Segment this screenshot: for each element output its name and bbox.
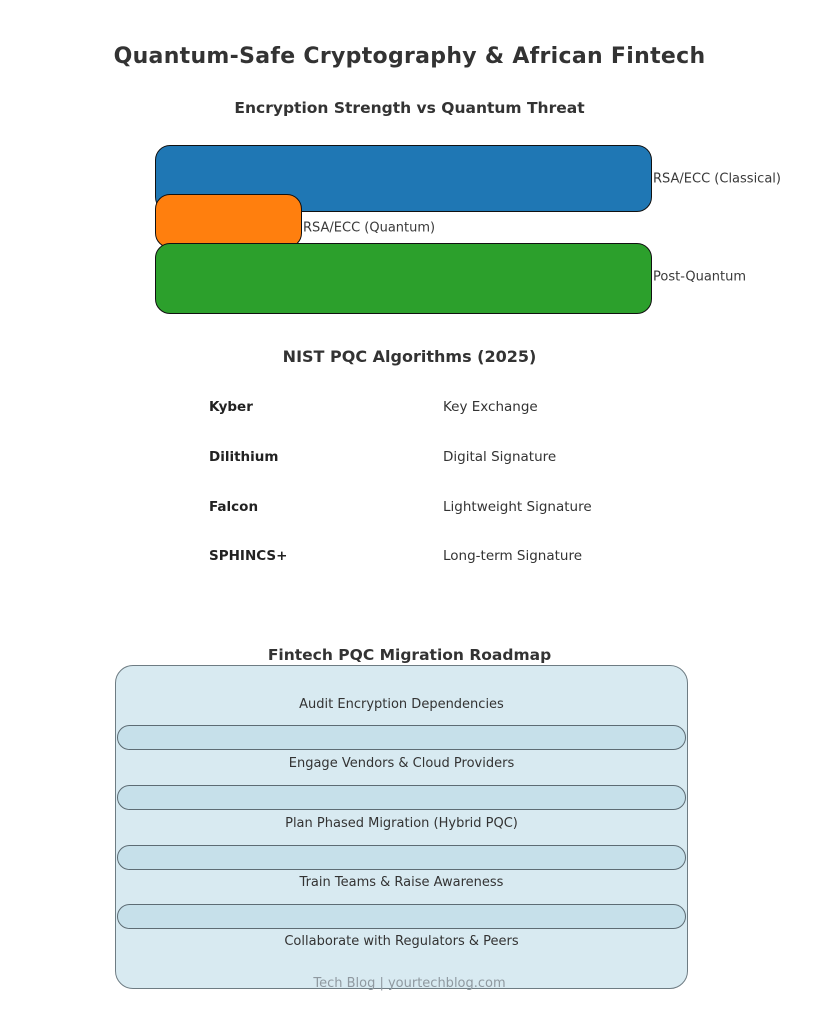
bar-label-rsa-classical: RSA/ECC (Classical) [653,171,781,187]
algorithm-use: Long-term Signature [443,548,583,564]
page-title: Quantum-Safe Cryptography & African Fintech [113,44,706,69]
roadmap-step-separator [117,845,686,870]
bar-rsa-quantum [155,194,302,248]
algorithm-use: Lightweight Signature [443,499,592,515]
bar-post-quantum [155,243,652,314]
roadmap-step: Engage Vendors & Cloud Providers [288,756,515,771]
bar-label-rsa-quantum: RSA/ECC (Quantum) [303,220,436,236]
table-row [0,399,819,417]
roadmap-step: Plan Phased Migration (Hybrid PQC) [285,816,518,831]
table-row [0,449,819,467]
algorithm-name: Kyber [209,399,253,415]
table-row [0,499,819,517]
footer-attribution: Tech Blog | yourtechblog.com [313,976,506,991]
nist-table-title: NIST PQC Algorithms (2025) [282,347,537,366]
algorithm-name: Falcon [209,499,259,515]
roadmap-title: Fintech PQC Migration Roadmap [267,646,552,664]
bar-label-post-quantum: Post-Quantum [653,269,747,285]
roadmap-step-separator [117,904,686,929]
roadmap-step: Train Teams & Raise Awareness [299,875,504,890]
roadmap-step: Audit Encryption Dependencies [299,697,504,712]
algorithm-use: Key Exchange [443,399,538,415]
table-row [0,548,819,566]
algorithm-name: Dilithium [209,449,279,465]
roadmap-step: Collaborate with Regulators & Peers [284,934,519,949]
roadmap-step-separator [117,785,686,810]
algorithm-use: Digital Signature [443,449,557,465]
roadmap-step-separator [117,725,686,750]
algorithm-name: SPHINCS+ [209,548,288,564]
chart-title: Encryption Strength vs Quantum Threat [234,99,585,117]
